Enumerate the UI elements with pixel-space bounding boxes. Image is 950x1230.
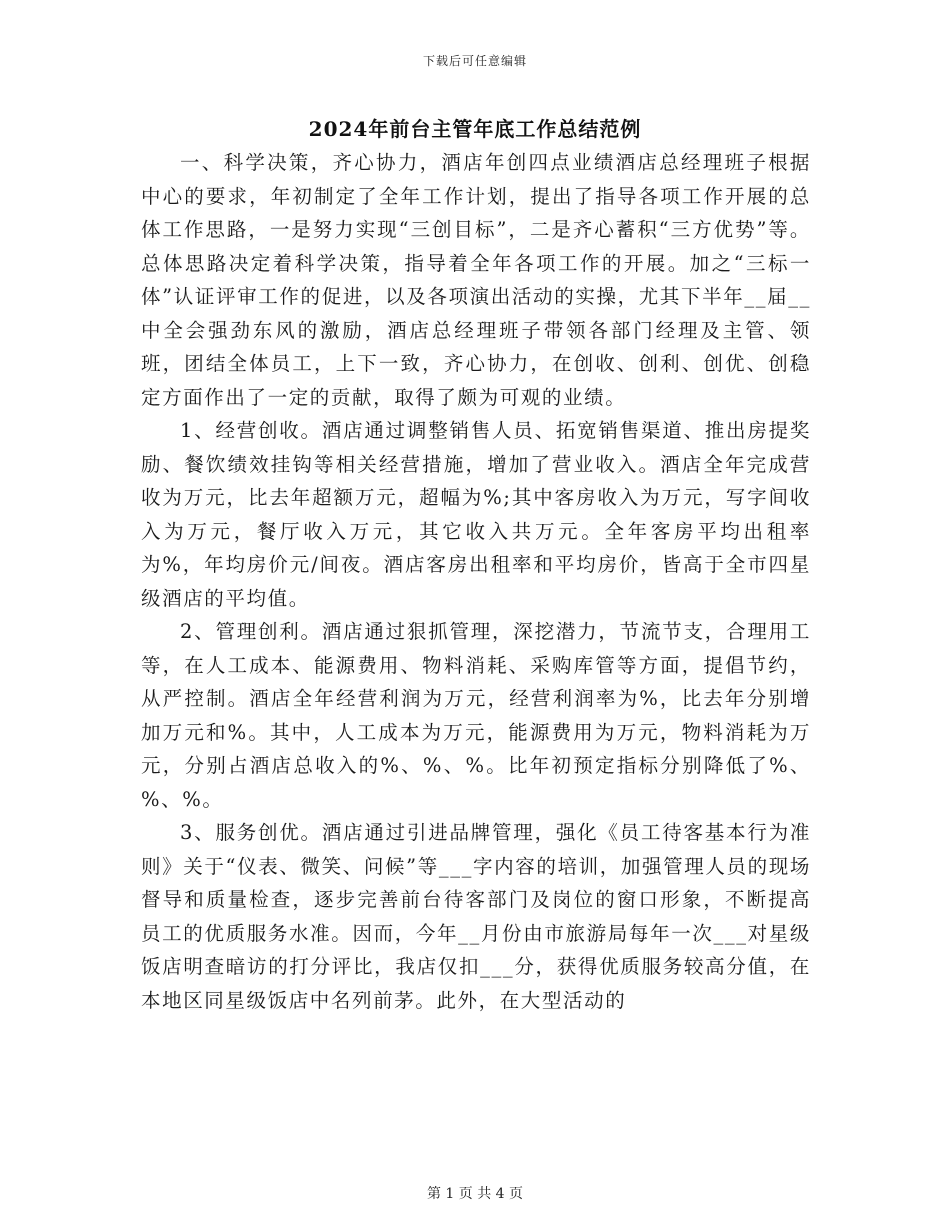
- paragraph-2: 1、经营创收。酒店通过调整销售人员、拓宽销售渠道、推出房提奖励、餐饮绩效挂钩等相关经营措施，增加了营业收入。酒店全年完成营收为万元，比去年超额万元，超幅为%;其中客房收入为万元，写字间收入为万元，餐厅收入万元，其它收入共万元。全年客房平均出租率为%，年均房价元/间夜。酒店客房出租率和平均房价，皆高于全市四星级酒店的平均值。: [141, 419, 811, 610]
- paragraph-1: 一、科学决策，齐心协力，酒店年创四点业绩酒店总经理班子根据中心的要求，年初制定了全年工作计划，提出了指导各项工作开展的总体工作思路，一是努力实现“三创目标”，二是齐心蓄积“三方优势”等。总体思路决定着科学决策，指导着全年各项工作的开展。加之“三标一体”认证评审工作的促进，以及各项演出活动的实操，尤其下半年__届__中全会强劲东风的激励，酒店总经理班子带领各部门经理及主管、领班，团结全体员工，上下一致，齐心协力，在创收、创利、创优、创稳定方面作出了一定的贡献，取得了颇为可观的业绩。: [141, 151, 811, 409]
- document-body: [141, 146, 811, 1017]
- header-note: 下载后可任意编辑: [422, 54, 527, 68]
- paragraph-3: 2、管理创利。酒店通过狠抓管理，深挖潜力，节流节支，合理用工等，在人工成本、能源费用、物料消耗、采购库管等方面，提倡节约，从严控制。酒店全年经营利润为万元，经营利润率为%，比去年分别增加万元和%。其中，人工成本为万元，能源费用为万元，物料消耗为万元，分别占酒店总收入的%、%、%。比年初预定指标分别降低了%、%、%。: [141, 620, 811, 811]
- document-title: 2024年前台主管年底工作总结范例: [308, 117, 642, 141]
- paragraph-4: 3、服务创优。酒店通过引进品牌管理，强化《员工待客基本行为准则》关于“仪表、微笑、问候”等___字内容的培训，加强管理人员的现场督导和质量检查，逐步完善前台待客部门及岗位的窗口形象，不断提高员工的优质服务水准。因而，今年__月份由市旅游局每年一次___对星级饭店明查暗访的打分评比，我店仅扣___分，获得优质服务较高分值，在本地区同星级饭店中名列前茅。此外，在大型活动的: [141, 821, 811, 1012]
- page-footer: 第 1 页 共 4 页: [426, 1186, 524, 1202]
